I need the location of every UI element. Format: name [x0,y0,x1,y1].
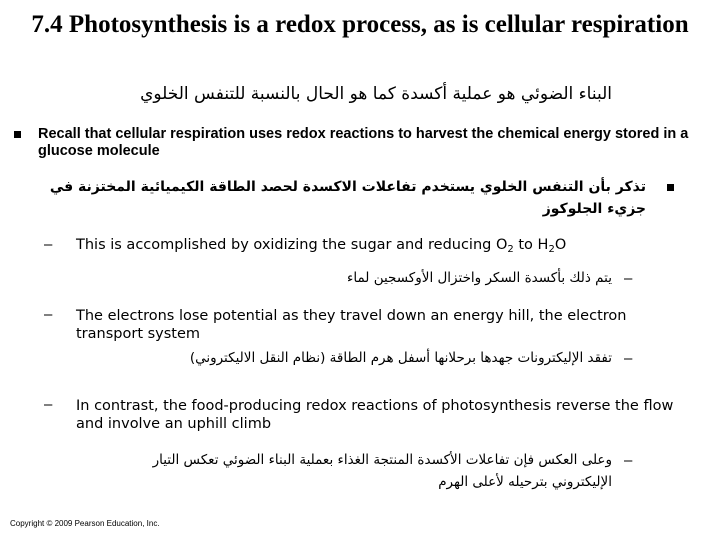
page-title-arabic: البناء الضوئي هو عملية أكسدة كما هو الحال بالنسبة للتنفس الخلوي [140,84,612,104]
bullet-marker [667,184,674,191]
sub-3-arabic-text: وعلى العكس فإن تفاعلات الأكسدة المنتجة الغذاء بعملية البناء الضوئي تعكس التيار الإليكتروني بترحيله لأعلى الهرم [152,452,612,490]
sub-1-text-prefix: This is accomplished by oxidizing the sugar and reducing O [76,237,508,253]
sub-bullet-dash: – [624,270,633,287]
sub-bullet-dash: – [624,452,633,469]
h2o-subscript: 2 [548,244,555,255]
copyright-notice: Copyright © 2009 Pearson Education, Inc. [10,519,160,528]
sub-3-text: In contrast, the food-producing redox reactions of photosynthesis reverse the flow and involve an uphill climb [76,398,674,432]
sub-1-text [76,236,706,254]
sub-bullet-dash: – [44,306,53,323]
sub-bullet-dash: – [624,350,633,367]
bullet-1-text: Recall that cellular respiration uses redox reactions to harvest the chemical energy stored in a glucose molecule [38,126,689,159]
bullet-marker [14,131,21,138]
sub-bullet-dash: – [44,396,53,413]
bullet-1-arabic-text: تذكر بأن التنفس الخلوي يستخدم تفاعلات الاكسدة لحصد الطاقة الكيميائية المختزنة في جزيء الجلوكوز [49,179,646,217]
sub-2-arabic-text: تفقد الإليكترونات جهدها برحلانها أسفل هرم الطاقة (نظام النقل الاليكتروني) [189,350,612,366]
o2-subscript: 2 [507,244,514,255]
sub-1-text-mid: to H [513,237,549,253]
sub-1-text-suffix: O [554,237,567,253]
sub-bullet-dash: – [44,236,53,253]
page-title: 7.4 Photosynthesis is a redox process, as is cellular respiration [31,11,689,38]
sub-2-text: The electrons lose potential as they travel down an energy hill, the electron transport system [76,308,627,342]
sub-1-arabic-text: يتم ذلك بأكسدة السكر واختزال الأوكسجين لماء [347,270,612,286]
